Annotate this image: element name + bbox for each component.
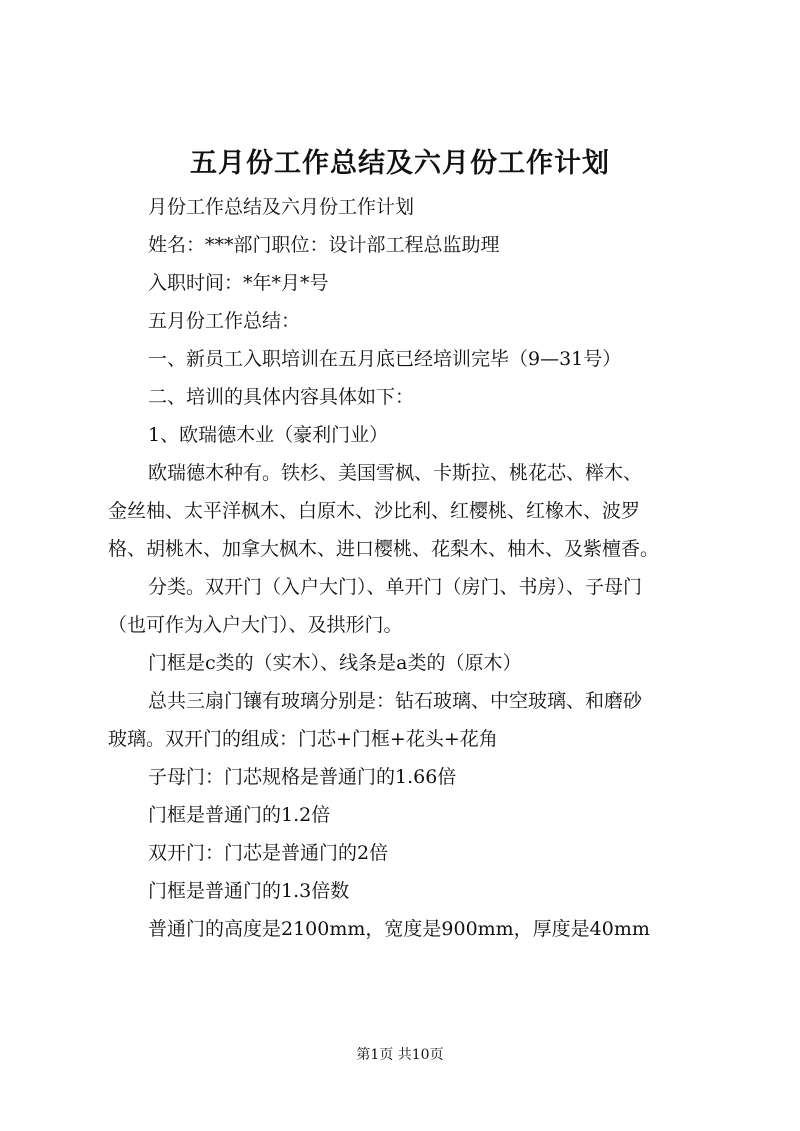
frame-material-line: 门框是c类的（实木）、线条是a类的（原木） xyxy=(148,652,522,674)
mother-door-frame-line: 门框是普通门的1.2倍 xyxy=(148,804,331,826)
page-footer: 第1页 共10页 xyxy=(356,1047,444,1063)
hire-date-line: 入职时间：*年*月*号 xyxy=(148,272,329,294)
may-summary-heading: 五月份工作总结： xyxy=(148,310,301,332)
wood-types-line-3: 格、胡桃木、加拿大枫木、进口樱桃、花梨木、柚木、及紫檀香。 xyxy=(108,538,660,560)
document-title: 五月份工作总结及六月份工作计划 xyxy=(190,148,610,179)
categories-paragraph xyxy=(108,568,708,644)
item-2-line: 二、培训的具体内容具体如下： xyxy=(148,386,415,408)
double-door-frame-line: 门框是普通门的1.3倍数 xyxy=(148,880,350,902)
glass-line-2: 玻璃。双开门的组成：门芯+门框+花头+花角 xyxy=(108,728,498,750)
standard-size-line: 普通门的高度是2100mm，宽度是900mm，厚度是40mm xyxy=(148,918,650,940)
glass-paragraph xyxy=(108,682,708,758)
mother-door-core-line: 子母门：门芯规格是普通门的1.66倍 xyxy=(148,766,457,788)
double-door-core-line: 双开门：门芯是普通门的2倍 xyxy=(148,842,389,864)
document-body xyxy=(108,188,708,948)
subtitle-line: 月份工作总结及六月份工作计划 xyxy=(148,196,415,218)
glass-line-1: 总共三扇门镶有玻璃分别是：钻石玻璃、中空玻璃、和磨砂 xyxy=(148,690,643,712)
wood-types-paragraph xyxy=(108,454,708,568)
categories-line-2: （也可作为入户大门）、及拱形门。 xyxy=(108,614,403,636)
item-1-line: 一、新员工入职培训在五月底已经培训完毕（9—31号） xyxy=(148,348,622,370)
name-position-line: 姓名：***部门职位：设计部工程总监助理 xyxy=(148,234,500,256)
wood-types-line-1: 欧瑞德木种有。铁杉、美国雪枫、卡斯拉、桃花芯、榉木、 xyxy=(148,462,643,484)
sub-item-1-line: 1、欧瑞德木业（豪利门业） xyxy=(148,424,389,446)
categories-line-1: 分类。双开门（入户大门）、单开门（房门、书房）、子母门 xyxy=(148,576,643,598)
wood-types-line-2: 金丝柚、太平洋枫木、白原木、沙比利、红樱桃、红橡木、波罗 xyxy=(108,500,641,522)
